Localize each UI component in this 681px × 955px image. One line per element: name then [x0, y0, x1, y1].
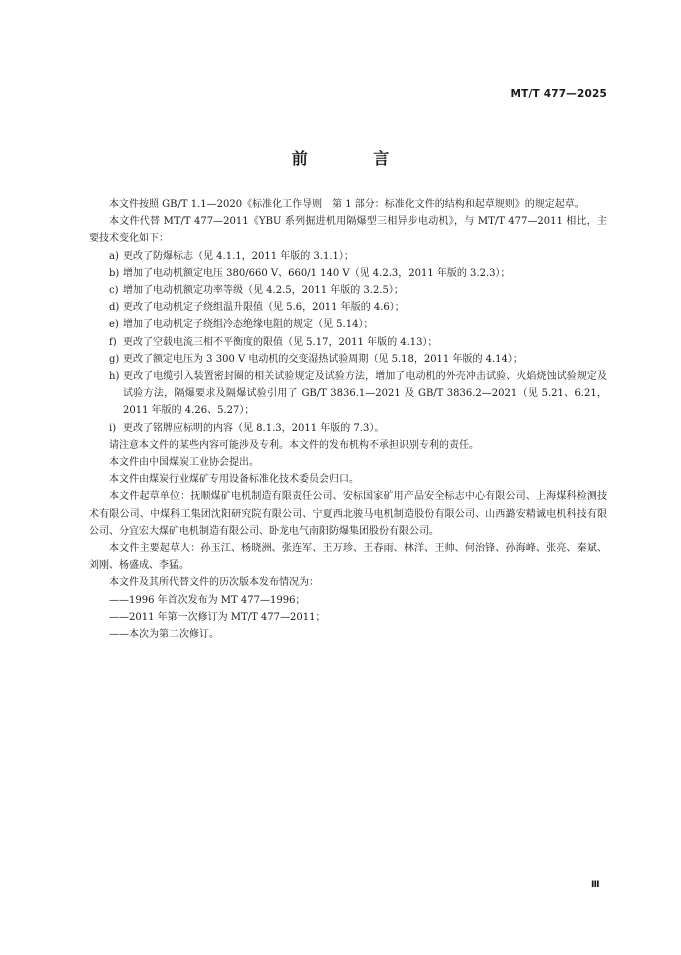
history-item: ——本次为第二次修订。: [109, 629, 219, 641]
list-item-text: 更改了电动机定子绕组温升限值（见 5.6，2011 年版的 4.6）；: [123, 302, 405, 314]
proposer-statement: 本文件由中国煤炭工业协会提出。: [109, 457, 259, 469]
list-item: [89, 299, 607, 316]
list-item: [89, 316, 607, 333]
intro-paragraph: 本文件按照 GB/T 1.1—2020《标准化工作导则 第 1 部分：标准化文件的结构和起草规则》的规定起草。: [109, 199, 585, 210]
drafters: 本文件主要起草人：孙玉江、杨晓洲、张连军、王万珍、王春雨、林洋、王帅、何治锋、孙海峰、张亮、秦斌、刘刚、杨盛成、李猛。: [89, 543, 607, 572]
patent-statement: 请注意本文件的某些内容可能涉及专利。本文件的发布机构不承担识别专利的责任。: [109, 439, 479, 451]
list-item: [89, 351, 607, 368]
list-item: [89, 265, 607, 282]
list-marker: g): [109, 353, 120, 365]
committee-statement: 本文件由煤炭行业煤矿专用设备标准化技术委员会归口。: [109, 474, 359, 486]
list-marker: d): [109, 302, 120, 314]
list-marker: c): [109, 285, 119, 297]
list-marker: b): [109, 267, 120, 279]
list-item: [89, 368, 607, 420]
list-item-text: 更改了电缆引入装置密封圈的相关试验规定及试验方法，增加了电动机的外壳冲击试验、火焰烧蚀试验规定及试验方法，隔爆要求及隔爆试验引用了 GB/T 3836.1—2021 及 GB/T 3836.2—2021（见 5.21、6.21，2011 年版的 4.26、5.27）；: [123, 371, 607, 417]
list-item-text: 增加了电动机定子绕组冷态绝缘电阻的规定（见 5.14）；: [123, 319, 374, 331]
list-marker: e): [109, 319, 119, 331]
list-item: [89, 282, 607, 299]
list-item: [89, 248, 607, 265]
history-intro: 本文件及其所代替文件的历次版本发布情况为：: [109, 577, 319, 589]
drafting-units: 本文件起草单位：抚顺煤矿电机制造有限责任公司、安标国家矿用产品安全标志中心有限公司、上海煤科检测技术有限公司、中煤科工集团沈阳研究院有限公司、宁夏西北骏马电机制造股份有限公司、山西潞安精诚电机科技有限公司、分宜宏大煤矿电机制造有限公司、卧龙电气南阳防爆集团股份有限公司。: [89, 491, 607, 537]
list-marker: i): [109, 422, 117, 434]
list-marker: f): [109, 336, 117, 348]
list-item-text: 增加了电动机额定功率等级（见 4.2.5，2011 年版的 3.2.5）；: [123, 285, 404, 297]
list-marker: h): [109, 371, 120, 383]
list-item: [89, 334, 607, 351]
list-item-text: 更改了额定电压为 3 300 V 电动机的交变湿热试验周期（见 5.18，2011 年版的 4.14）；: [123, 353, 523, 365]
history-item: ——2011 年第一次修订为 MT/T 477—2011；: [109, 611, 326, 623]
list-item-text: 更改了铭牌应标明的内容（见 8.1.3，2011 年版的 7.3）。: [123, 422, 385, 434]
changes-list: [89, 248, 607, 437]
list-item-text: 更改了防爆标志（见 4.1.1，2011 年版的 3.1.1）；: [123, 250, 354, 262]
foreword-body: [89, 196, 607, 643]
list-item: [89, 420, 607, 437]
list-item-text: 更改了空载电流三相不平衡度的限值（见 5.17，2011 年版的 4.13）；: [123, 336, 438, 348]
intro-paragraph: 本文件代替 MT/T 477—2011《YBU 系列掘进机用隔爆型三相异步电动机》，与 MT/T 477—2011 相比，主要技术变化如下：: [89, 216, 607, 245]
page-number: Ⅲ: [591, 880, 600, 890]
history-item: ——1996 年首次发布为 MT 477—1996；: [109, 594, 306, 606]
standard-code: MT/T 477—2025: [510, 88, 607, 100]
history-list: [89, 592, 607, 644]
list-marker: a): [109, 250, 119, 262]
page-title: 前 言: [291, 149, 420, 168]
list-item-text: 增加了电动机额定电压 380/660 V、660/1 140 V（见 4.2.3，2011 年版的 3.2.3）；: [123, 267, 511, 279]
